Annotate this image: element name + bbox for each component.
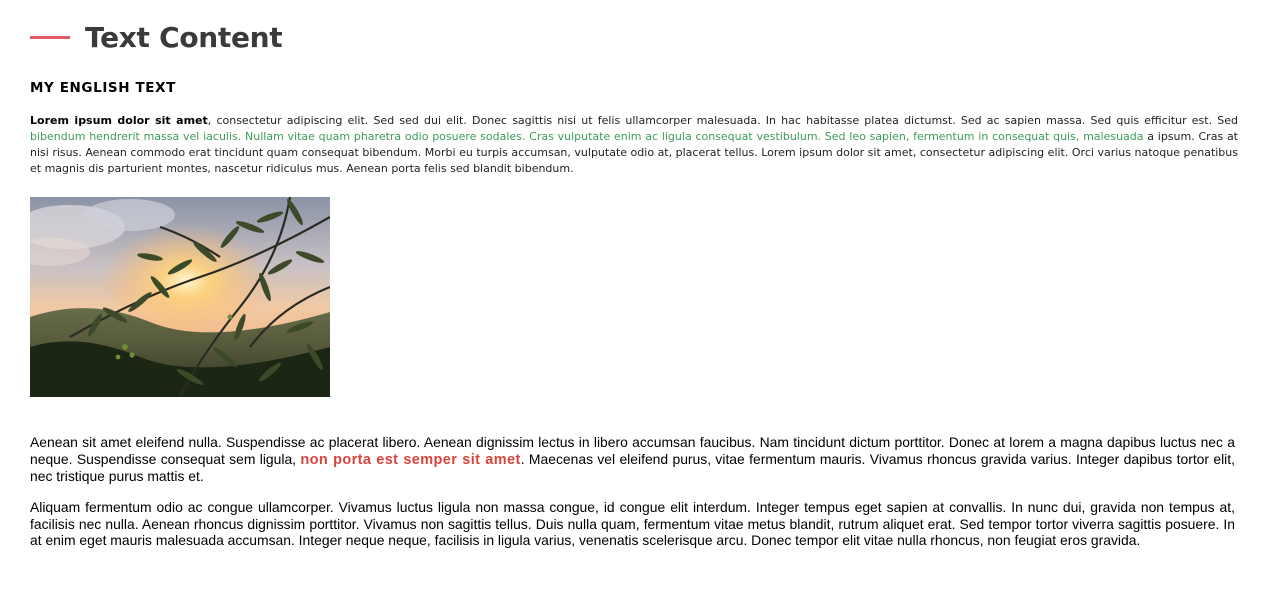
paragraph1-text-a: Aenean sit amet eleifend nulla. Suspendisse ac placerat libero. Aenean dignissim lectus in libero accumsan faucibus. Nam tincidunt dictum porttitor. Donec at lorem a magna dapibus luctus nec a neque. Suspendisse consequat sem ligula, <box>30 434 1235 467</box>
section-title: MY ENGLISH TEXT <box>30 80 176 96</box>
intro-text-a: , consectetur adipiscing elit. Sed sed dui elit. Donec sagittis nisi ut felis ullamcorper malesuada. In hac habitasse platea dictumst. Sed ac sapien massa. Sed quis efficitur est. Sed <box>207 114 1238 127</box>
intro-text-b: a ipsum. Cras at nisi risus. Aenean commodo erat tincidunt quam consequat bibendum. Morbi eu turpis accumsan, vulputate odio at, placerat tellus. Lorem ipsum dolor sit amet, consectetur adipiscing elit. Orci varius natoque penatibus et magnis dis parturient montes, nascetur ridiculus mus. Aenean porta felis sed blandit bibendum. <box>30 130 1238 175</box>
intro-green-text: bibendum hendrerit massa vel iaculis. Nullam vitae quam pharetra odio posuere sodales. Cras vulputate enim ac ligula consequat vestibulum. Sed leo sapien, fermentum in consequat quis, malesuada <box>30 130 1144 143</box>
paragraph1-text-b: . Maecenas vel eleifend purus, vitae fermentum mauris. Vivamus rhoncus gravida varius. Integer dapibus tortor elit, nec tristique purus mattis et. <box>30 450 1235 484</box>
olive-branch-sunset-photo <box>30 197 330 397</box>
heading-accent-line <box>30 36 70 39</box>
intro-bold-lead: Lorem ipsum dolor sit amet <box>30 114 208 127</box>
page-heading <box>30 18 282 56</box>
page-title: Text Content <box>85 20 283 54</box>
paragraph1-red-highlight: non porta est semper sit amet <box>300 451 521 468</box>
body-paragraph-1 <box>30 434 1235 485</box>
body-paragraph-2: Aliquam fermentum odio ac congue ullamcorper. Vivamus luctus ligula non massa congue, id congue elit interdum. Integer tempus eget sapien at convallis. In nunc dui, gravida non tempus at, facilisis nec nulla. Aenean rhoncus dignissim porttitor. Vivamus non sagittis tellus. Duis nulla quam, fermentum vitae metus blandit, rutrum aliquet erat. Sed tempor tortor viverra sagittis posuere. In at enim eget mauris malesuada accumsan. Integer neque neque, facilisis in ligula varius, venenatis scelerisque arcu. Donec tempor elit vitae nulla rhoncus, non feugiat eros gravida. <box>30 499 1235 548</box>
intro-paragraph <box>30 113 1238 177</box>
